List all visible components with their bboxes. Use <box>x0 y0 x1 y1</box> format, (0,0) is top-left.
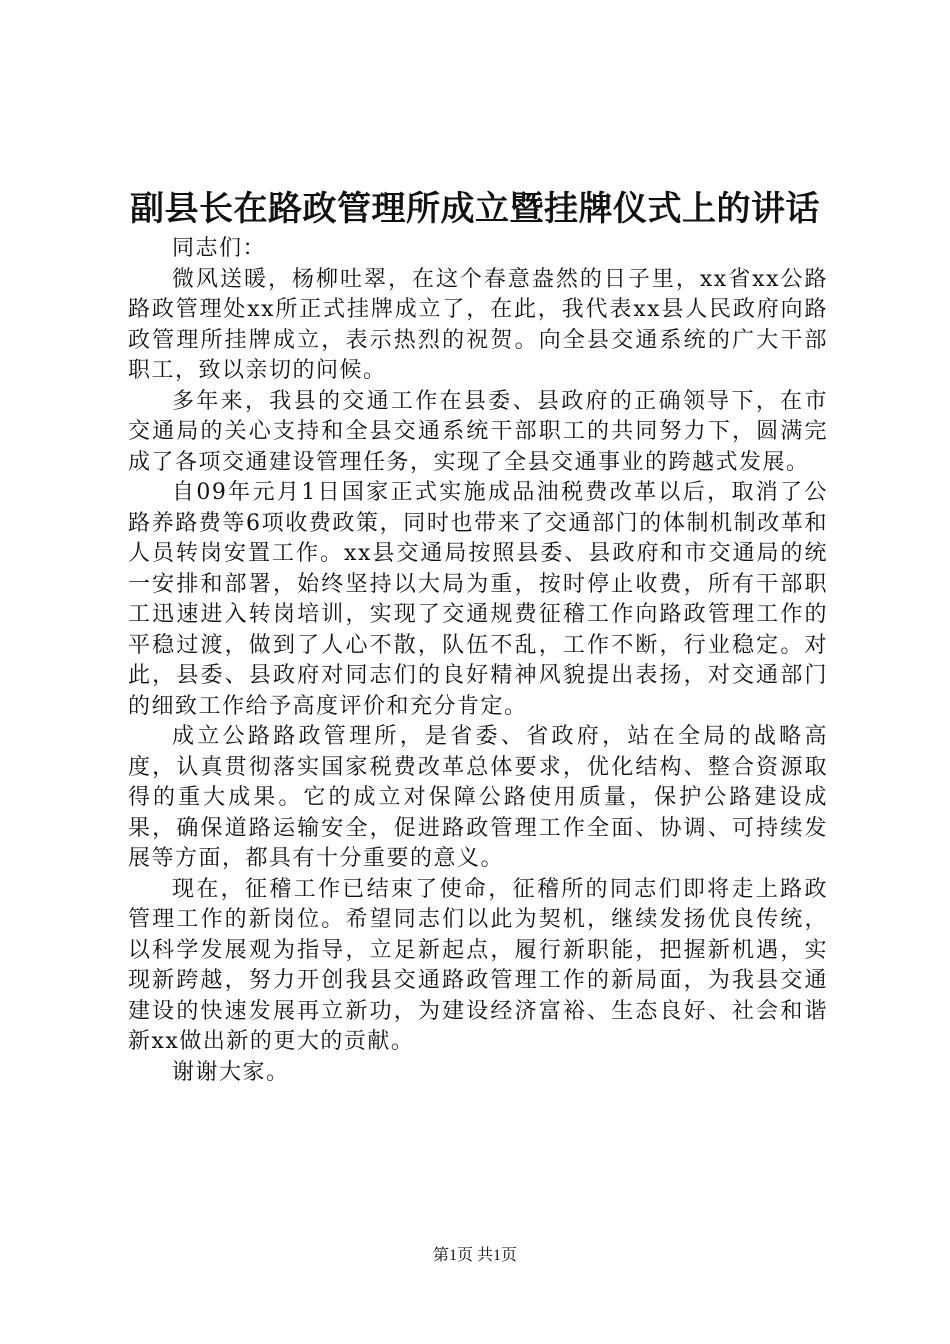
document-body <box>128 234 828 1088</box>
paragraph-4: 成立公路路政管理所，是省委、省政府，站在全局的战略高度，认真贯彻落实国家税费改革总体要求，优化结构、整合资源取得的重大成果。它的成立对保障公路使用质量，保护公路建设成果，确保道路运输安全，促进路政管理工作全面、协调、可持续发展等方面，都具有十分重要的意义。 <box>128 724 828 871</box>
paragraph-1: 微风送暖，杨柳吐翠，在这个春意盎然的日子里，xx省xx公路路政管理处xx所正式挂牌成立了，在此，我代表xx县人民政府向路政管理所挂牌成立，表示热烈的祝贺。向全县交通系统的广大干部职工，致以亲切的问候。 <box>128 266 828 383</box>
salutation: 同志们： <box>172 236 267 261</box>
paragraph-5: 现在，征稽工作已结束了使命，征稽所的同志们即将走上路政管理工作的新岗位。希望同志们以此为契机，继续发扬优良传统，以科学发展观为指导，立足新起点，履行新职能，把握新机遇，实现新跨越，努力开创我县交通路政管理工作的新局面，为我县交通建设的快速发展再立新功，为建设经济富裕、生态良好、社会和谐新xx做出新的更大的贡献。 <box>128 876 828 1054</box>
closing: 谢谢大家。 <box>172 1059 290 1085</box>
paragraph-3: 自09年元月1日国家正式实施成品油税费改革以后，取消了公路养路费等6项收费政策，同时也带来了交通部门的体制机制改革和人员转岗安置工作。xx县交通局按照县委、县政府和市交通局的统一安排和部署，始终坚持以大局为重，按时停止收费，所有干部职工迅速进入转岗培训，实现了交通规费征稽工作向路政管理工作的平稳过渡，做到了人心不散，队伍不乱，工作不断，行业稳定。对此，县委、县政府对同志们的良好精神风貌提出表扬，对交通部门的细致工作给予高度评价和充分肯定。 <box>128 480 828 719</box>
paragraph-2: 多年来，我县的交通工作在县委、县政府的正确领导下，在市交通局的关心支持和全县交通系统干部职工的共同努力下，圆满完成了各项交通建设管理任务，实现了全县交通事业的跨越式发展。 <box>128 388 828 475</box>
page-footer: 第1页 共1页 <box>432 1247 517 1264</box>
document-title: 副县长在路政管理所成立暨挂牌仪式上的讲话 <box>130 189 820 229</box>
